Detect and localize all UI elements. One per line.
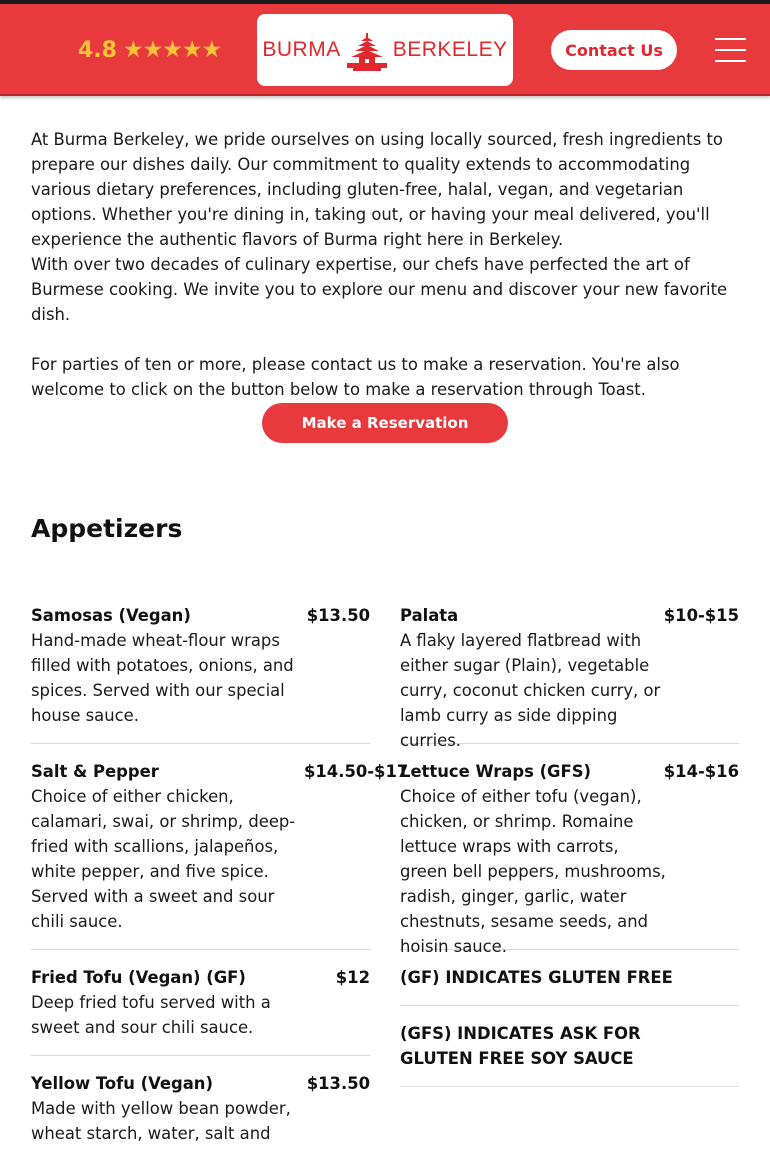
gluten-soy-note (400, 1021, 739, 1087)
menu-item-name: Samosas (Vegan) (31, 606, 191, 625)
logo-text-left: BURMA (262, 38, 341, 61)
menu-item (400, 603, 739, 750)
menu-item-price: $10-$15 (663, 606, 739, 625)
section-title-appetizers: Appetizers (31, 514, 183, 543)
menu-item-price: $14-$16 (663, 762, 739, 781)
site-header (0, 4, 770, 96)
menu-item (31, 759, 409, 950)
menu-item-name: Fried Tofu (Vegan) (GF) (31, 968, 246, 987)
menu-item-price: $13.50 (306, 606, 370, 625)
intro-paragraph-2: With over two decades of culinary expertise, our chefs have perfected the art of Burmese cooking. We invite you to explore our menu and discover your new favorite dish. (31, 255, 728, 324)
gluten-note (400, 965, 739, 1006)
intro-paragraph-3: For parties of ten or more, please contact us to make a reservation. You're also welcome to click on the button below to make a reservation through Toast. (31, 355, 680, 399)
gluten-free-soy-note: (GFS) INDICATES ASK FOR GLUTEN FREE SOY SAUCE (400, 1024, 641, 1068)
star-icon: ★ (122, 36, 144, 63)
menu-item-name: Yellow Tofu (Vegan) (31, 1074, 213, 1093)
menu-item-price: $13.50 (306, 1074, 370, 1093)
menu-item-desc: Choice of either chicken, calamari, swai, or shrimp, deep-fried with scallions, jalapeños, white pepper, and five spice. Served with a sweet and sour chili sauce. (31, 787, 296, 931)
rating-stars (122, 36, 223, 63)
menu-item (31, 965, 370, 1056)
rating-value: 4.8 (78, 37, 117, 63)
star-icon: ★ (162, 36, 183, 63)
menu-item-desc: A flaky layered flatbread with either sugar (Plain), vegetable curry, coconut chicken curry, or lamb curry as side dipping curries. (400, 631, 661, 750)
star-icon: ★ (201, 36, 223, 63)
menu-item-desc: Made with yellow bean powder, wheat starch, water, salt and (31, 1099, 291, 1143)
star-icon: ★ (181, 36, 203, 63)
rating-summary[interactable] (78, 35, 224, 65)
site-logo[interactable] (257, 14, 513, 86)
logo-text-right: BERKELEY (392, 38, 508, 61)
intro-text (31, 127, 743, 402)
menu-item-price: $12 (335, 968, 370, 987)
menu-item-desc: Choice of either tofu (vegan), chicken, or shrimp. Romaine lettuce wraps with carrots, green bell peppers, mushrooms, radish, ginger, garlic, water chestnuts, sesame seeds, and hoisin sauce. (400, 787, 666, 956)
menu-item (400, 759, 739, 956)
menu-item-desc: Hand-made wheat-flour wraps filled with potatoes, onions, and spices. Served with our special house sauce. (31, 631, 294, 725)
menu-item (31, 603, 370, 744)
menu-item (31, 1071, 370, 1153)
menu-item-desc: Deep fried tofu served with a sweet and sour chili sauce. (31, 993, 271, 1037)
star-icon: ★ (142, 36, 164, 63)
make-reservation-button[interactable]: Make a Reservation (262, 403, 508, 443)
hamburger-menu-icon[interactable] (715, 38, 746, 62)
menu-item-name: Salt & Pepper (31, 762, 159, 781)
gluten-free-note: (GF) INDICATES GLUTEN FREE (400, 968, 673, 987)
contact-us-button[interactable]: Contact Us (551, 30, 677, 70)
menu-item-name: Palata (400, 606, 459, 625)
menu-item-price: $14.50-$17 (304, 762, 409, 781)
pagoda-icon (345, 33, 389, 73)
menu-item-name: Lettuce Wraps (GFS) (400, 762, 592, 781)
intro-paragraph-1: At Burma Berkeley, we pride ourselves on using locally sourced, fresh ingredients to prepare our dishes daily. Our commitment to quality extends to accommodating various dietary preferences, including gluten-free, halal, vegan, and vegetarian options. Whether you're dining in, taking out, or having your meal delivered, you'll experience the authentic flavors of Burma right here in Berkeley. (31, 130, 723, 249)
